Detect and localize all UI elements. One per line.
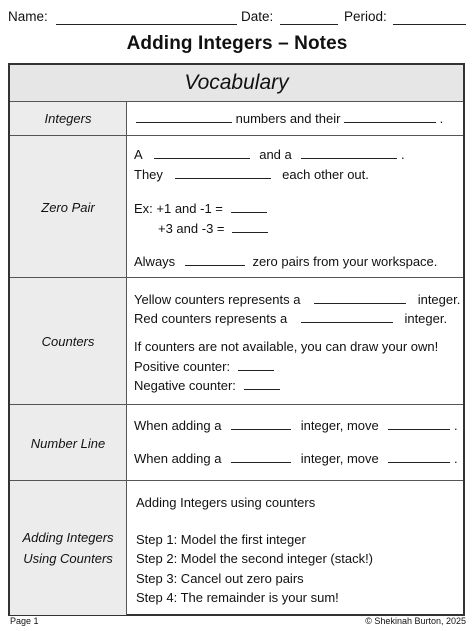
term-adding-integers [10, 481, 127, 615]
page-title: Adding Integers – Notes [126, 33, 348, 54]
row-counters [10, 277, 463, 405]
copyright: © Shekinah Burton, 2025 [365, 616, 466, 626]
page-number: Page 1 [10, 616, 39, 626]
definition-number-line [127, 405, 463, 481]
term-line: Using Counters [23, 551, 113, 566]
blank[interactable] [238, 358, 274, 371]
period-line [393, 24, 466, 25]
row-integers [10, 102, 463, 135]
blank[interactable] [344, 110, 436, 123]
definition-text: Yellow counters represents a [134, 292, 301, 307]
definition-text: When adding a [134, 418, 222, 433]
definition-text: numbers and their [235, 111, 341, 126]
definition-counters [127, 278, 463, 405]
step-item: Step 1: Model the first integer [136, 532, 306, 547]
blank[interactable] [231, 417, 291, 430]
definition-text: . [454, 451, 458, 466]
definition-integers [127, 102, 463, 135]
blank[interactable] [388, 450, 450, 463]
blank[interactable] [314, 291, 406, 304]
vocabulary-heading: Vocabulary [10, 65, 463, 102]
blank[interactable] [301, 310, 393, 323]
definition-text: integer. [417, 292, 461, 307]
definition-text: . [401, 147, 405, 162]
example-text: +3 and -3 = [158, 221, 225, 236]
blank[interactable] [301, 146, 397, 159]
blank[interactable] [175, 166, 271, 179]
definition-text: Always [134, 254, 176, 269]
blank[interactable] [185, 253, 245, 266]
step-item: Step 3: Cancel out zero pairs [136, 571, 304, 586]
term-counters: Counters [10, 278, 127, 405]
blank[interactable] [136, 110, 232, 123]
definition-adding-integers [127, 481, 463, 615]
definition-text: Red counters represents a [134, 311, 288, 326]
step-item: Step 4: The remainder is your sum! [136, 590, 339, 605]
term-line: Adding Integers [22, 530, 114, 545]
term-integers: Integers [10, 102, 127, 135]
definition-text: Negative counter: [134, 378, 236, 393]
definition-text: They [134, 167, 163, 182]
blank[interactable] [244, 377, 280, 390]
counters-note: If counters are not available, you can draw your own! [134, 339, 439, 354]
name-line [56, 24, 237, 25]
definition-text: . [454, 418, 458, 433]
definition-text: integer. [404, 311, 448, 326]
row-zero-pair [10, 135, 463, 278]
header-fields [8, 9, 466, 27]
definition-text: and a [259, 147, 292, 162]
blank[interactable] [388, 417, 450, 430]
example-text: Ex: +1 and -1 = [134, 201, 223, 216]
steps-heading: Adding Integers using counters [136, 495, 316, 510]
definition-text: Positive counter: [134, 359, 231, 374]
definition-text: integer, move [300, 418, 379, 433]
blank[interactable] [231, 450, 291, 463]
row-number-line [10, 404, 463, 481]
definition-text: integer, move [300, 451, 379, 466]
date-label: Date: [241, 9, 274, 24]
term-zero-pair: Zero Pair [10, 136, 127, 278]
step-item: Step 2: Model the second integer (stack!) [136, 551, 374, 566]
period-label: Period: [344, 9, 387, 24]
definition-zero-pair [127, 136, 463, 278]
row-adding-integers [10, 480, 463, 615]
term-number-line: Number Line [10, 405, 127, 481]
definition-text: When adding a [134, 451, 222, 466]
blank[interactable] [231, 200, 267, 213]
definition-text: . [439, 111, 444, 126]
definition-text: zero pairs from your workspace. [252, 254, 438, 269]
blank[interactable] [154, 146, 250, 159]
date-line [280, 24, 338, 25]
name-label: Name: [8, 9, 48, 24]
vocabulary-table [8, 63, 465, 616]
blank[interactable] [232, 220, 268, 233]
definition-text: A [134, 147, 142, 162]
definition-text: each other out. [282, 167, 369, 182]
